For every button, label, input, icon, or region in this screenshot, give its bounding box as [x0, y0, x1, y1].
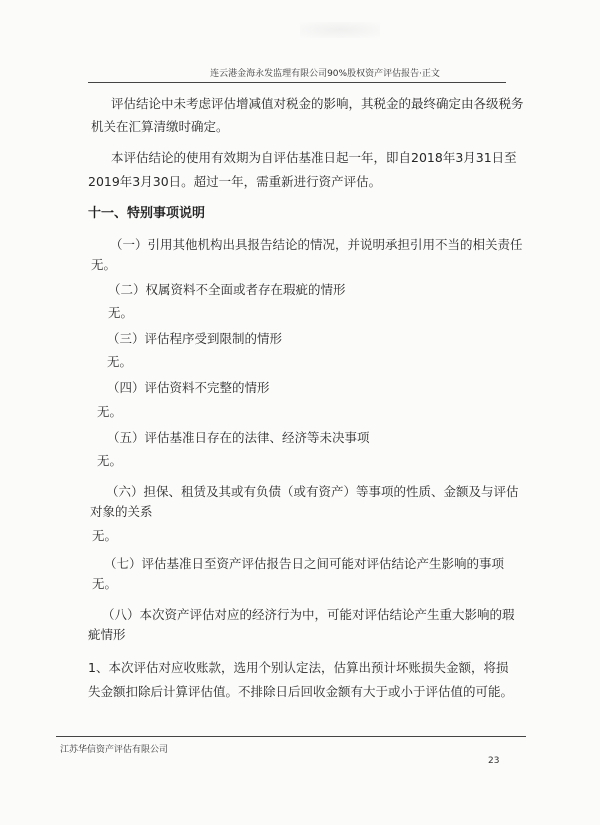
section-title: 十一、特别事项说明: [88, 206, 206, 221]
item-2-text: （二）权属资料不全面或者存在瑕疵的情形: [108, 282, 346, 297]
item-5-answer: 无。: [97, 453, 123, 468]
item-4-text: （四）评估资料不完整的情形: [107, 380, 270, 395]
item-7-text: （七）评估基准日至资产评估报告日之间可能对评估结论产生影响的事项: [104, 556, 505, 571]
item-7-answer: 无。: [92, 576, 118, 591]
para-1-line-1: 评估结论中未考虑评估增减值对税金的影响，其税金的最终确定由各级税务: [111, 96, 524, 111]
item-6-text-line-1: （六）担保、租赁及其或有负债（或有资产）等事项的性质、金额及与评估: [106, 484, 519, 499]
item-8-sub-1-line-2: 失金额扣除后计算评估值。不排除日后回收金额有大于或小于评估值的可能。: [88, 684, 514, 699]
item-1-answer: 无。: [91, 257, 117, 272]
item-6-text-line-2: 对象的关系: [90, 504, 153, 519]
item-3-answer: 无。: [107, 354, 133, 369]
page-header: 连云港金海永发监理有限公司90%股权资产评估报告·正文: [210, 69, 440, 79]
item-1-text: （一）引用其他机构出具报告结论的情况，并说明承担引用不当的相关责任: [110, 237, 523, 252]
item-2-answer: 无。: [108, 305, 134, 320]
item-8-text-line-2: 疵情形: [88, 627, 126, 642]
para-1-line-2: 机关在汇算清缴时确定。: [91, 119, 229, 134]
header-rule: [88, 82, 506, 83]
item-8-sub-1-line-1: 1、本次评估对应收账款，选用个别认定法，估算出预计坏账损失金额，将损: [88, 660, 509, 675]
item-5-text: （五）评估基准日存在的法律、经济等未决事项: [107, 430, 370, 445]
footer-company: 江苏华信资产评估有限公司: [60, 745, 169, 755]
item-4-answer: 无。: [97, 404, 123, 419]
para-2-line-1: 本评估结论的使用有效期为自评估基准日起一年，即自2018年3月31日至: [111, 150, 517, 165]
item-6-answer: 无。: [92, 528, 118, 543]
footer-rule: [56, 736, 526, 737]
item-8-text-line-1: （八）本次资产评估对应的经济行为中，可能对评估结论产生重大影响的瑕: [102, 607, 515, 622]
para-2-line-2: 2019年3月30日。超过一年，需重新进行资产评估。: [88, 174, 382, 189]
item-3-text: （三）评估程序受到限制的情形: [107, 331, 283, 346]
scan-smudge: [300, 22, 380, 38]
page-number: 23: [488, 756, 500, 766]
